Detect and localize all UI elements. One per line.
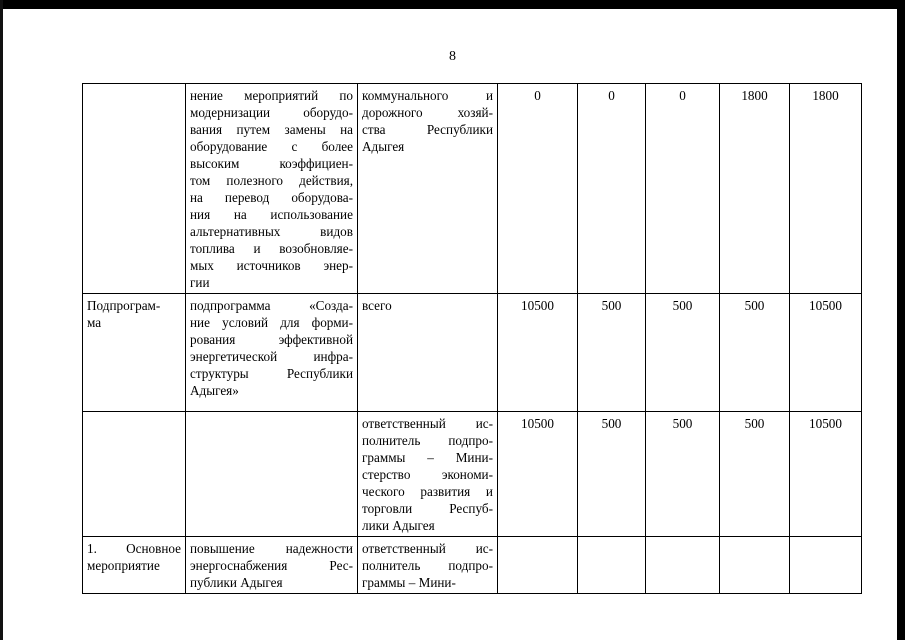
word: торговли: [362, 501, 413, 516]
word: экономи-: [441, 467, 493, 482]
word: Республики: [286, 366, 353, 381]
word: развития: [420, 484, 471, 499]
executor-cell: [358, 537, 498, 594]
value-cell: [720, 537, 790, 594]
word: модернизации: [190, 105, 271, 120]
word: «Созда-: [309, 298, 353, 313]
word: полезного: [226, 173, 283, 188]
word: использование: [270, 207, 353, 222]
activity-name-cell: [186, 412, 358, 537]
word: Рес-: [329, 558, 353, 573]
value-cell: 10500: [790, 412, 862, 537]
word: ния: [190, 207, 211, 222]
scan-border-right: [897, 0, 905, 640]
word: ства: [362, 122, 386, 137]
text-line: [190, 240, 353, 257]
text-line: Подпрограм-: [87, 298, 161, 313]
value-cell: 500: [578, 294, 646, 412]
section-cell: [83, 84, 186, 294]
word: форми-: [311, 315, 353, 330]
word: и: [485, 88, 493, 103]
word: хозяй-: [457, 105, 493, 120]
value-cell: 500: [646, 412, 720, 537]
word: нение: [190, 88, 223, 103]
value-cell: [498, 537, 578, 594]
text-line: Адыгея: [362, 139, 405, 154]
value-cell: 0: [498, 84, 578, 294]
word: полнитель: [362, 558, 421, 573]
word: с: [291, 139, 298, 154]
word: ис-: [475, 541, 493, 556]
word: ис-: [475, 416, 493, 431]
text-line: [362, 500, 493, 517]
text-line: [362, 483, 493, 500]
text-line: [190, 121, 353, 138]
word: вания: [190, 122, 223, 137]
word: топлива: [190, 241, 235, 256]
text-line: [190, 138, 353, 155]
word: энергетической: [190, 349, 278, 364]
text-line: публики Адыгея: [190, 575, 283, 590]
word: –: [427, 450, 434, 465]
executor-cell: [358, 294, 498, 412]
text-line: [190, 206, 353, 223]
value-cell: 500: [720, 412, 790, 537]
value-cell: 500: [578, 412, 646, 537]
word: подпро-: [448, 558, 493, 573]
word: по: [339, 88, 353, 103]
scan-border-top: [0, 0, 905, 9]
word: Основное: [126, 541, 181, 556]
text-line: [190, 540, 353, 557]
word: оборудова-: [291, 190, 353, 205]
text-line: [190, 104, 353, 121]
text-line: [362, 121, 493, 138]
text-line: [362, 415, 493, 432]
value-cell: [646, 537, 720, 594]
word: источников: [236, 258, 301, 273]
value-cell: [578, 537, 646, 594]
word: условий: [222, 315, 269, 330]
value-cell: 500: [720, 294, 790, 412]
table-row: [83, 537, 862, 594]
word: рования: [190, 332, 236, 347]
text-line: [362, 540, 493, 557]
word: коммунального: [362, 88, 449, 103]
text-line: [190, 257, 353, 274]
section-cell: [83, 537, 186, 594]
word: надежности: [285, 541, 353, 556]
word: на: [233, 207, 247, 222]
word: том: [190, 173, 211, 188]
value-cell: 10500: [498, 412, 578, 537]
text-line: [87, 540, 181, 557]
word: Респуб-: [449, 501, 493, 516]
scan-border-left: [0, 0, 3, 640]
text-line: [362, 104, 493, 121]
value-cell: 0: [646, 84, 720, 294]
word: энер-: [323, 258, 353, 273]
word: видов: [320, 224, 353, 239]
value-cell: 10500: [498, 294, 578, 412]
text-line: гии: [190, 275, 210, 290]
word: ние: [190, 315, 210, 330]
word: на: [340, 122, 353, 137]
text-line: [190, 297, 353, 314]
text-line: Адыгея»: [190, 383, 239, 398]
table-row: [83, 84, 862, 294]
text-line: ма: [87, 315, 102, 330]
word: Республики: [426, 122, 493, 137]
word: действия,: [299, 173, 353, 188]
word: альтернативных: [190, 224, 281, 239]
word: ответственный: [362, 416, 446, 431]
word: коэффициен-: [279, 156, 353, 171]
value-cell: 1800: [720, 84, 790, 294]
value-cell: 10500: [790, 294, 862, 412]
word: эффективной: [278, 332, 353, 347]
word: оборудование: [190, 139, 268, 154]
word: полнитель: [362, 433, 421, 448]
value-cell: [790, 537, 862, 594]
word: повышение: [190, 541, 255, 556]
text-line: [190, 223, 353, 240]
word: более: [321, 139, 353, 154]
word: возобновляе-: [279, 241, 353, 256]
section-cell: [83, 412, 186, 537]
word: путем: [236, 122, 271, 137]
word: на: [190, 190, 203, 205]
text-line: [362, 466, 493, 483]
word: дорожного: [362, 105, 423, 120]
executor-cell: [358, 84, 498, 294]
value-cell: 500: [646, 294, 720, 412]
text-line: [190, 87, 353, 104]
executor-cell: [358, 412, 498, 537]
text-line: [190, 172, 353, 189]
text-line: [190, 314, 353, 331]
text-line: [190, 331, 353, 348]
table-row: [83, 294, 862, 412]
word: подпро-: [448, 433, 493, 448]
text-line: граммы – Мини-: [362, 575, 456, 590]
word: замены: [284, 122, 326, 137]
text-line: всего: [362, 298, 392, 313]
word: подпрограмма: [190, 298, 271, 313]
text-line: мероприятие: [87, 558, 160, 573]
text-line: [362, 557, 493, 574]
text-line: лики Адыгея: [362, 518, 435, 533]
text-line: [362, 432, 493, 449]
word: энергоснабжения: [190, 558, 288, 573]
word: и: [485, 484, 493, 499]
word: для: [280, 315, 300, 330]
text-line: [190, 557, 353, 574]
activity-name-cell: [186, 537, 358, 594]
text-line: [190, 348, 353, 365]
value-cell: 1800: [790, 84, 862, 294]
activity-name-cell: [186, 84, 358, 294]
table-row: [83, 412, 862, 537]
word: 1.: [87, 541, 97, 556]
word: структуры: [190, 366, 249, 381]
text-line: [190, 365, 353, 382]
word: стерство: [362, 467, 411, 482]
word: ответственный: [362, 541, 446, 556]
word: мых: [190, 258, 214, 273]
word: высоким: [190, 156, 240, 171]
section-cell: [83, 294, 186, 412]
word: ческого: [362, 484, 405, 499]
program-table: [82, 83, 862, 594]
text-line: [190, 189, 353, 206]
value-cell: 0: [578, 84, 646, 294]
word: граммы: [362, 450, 406, 465]
page-number: 8: [449, 49, 456, 64]
text-line: [362, 87, 493, 104]
word: оборудо-: [303, 105, 353, 120]
text-line: [362, 449, 493, 466]
word: перевод: [224, 190, 270, 205]
word: инфра-: [313, 349, 353, 364]
word: и: [253, 241, 261, 256]
text-line: [190, 155, 353, 172]
word: мероприятий: [244, 88, 319, 103]
activity-name-cell: [186, 294, 358, 412]
word: Мини-: [455, 450, 493, 465]
